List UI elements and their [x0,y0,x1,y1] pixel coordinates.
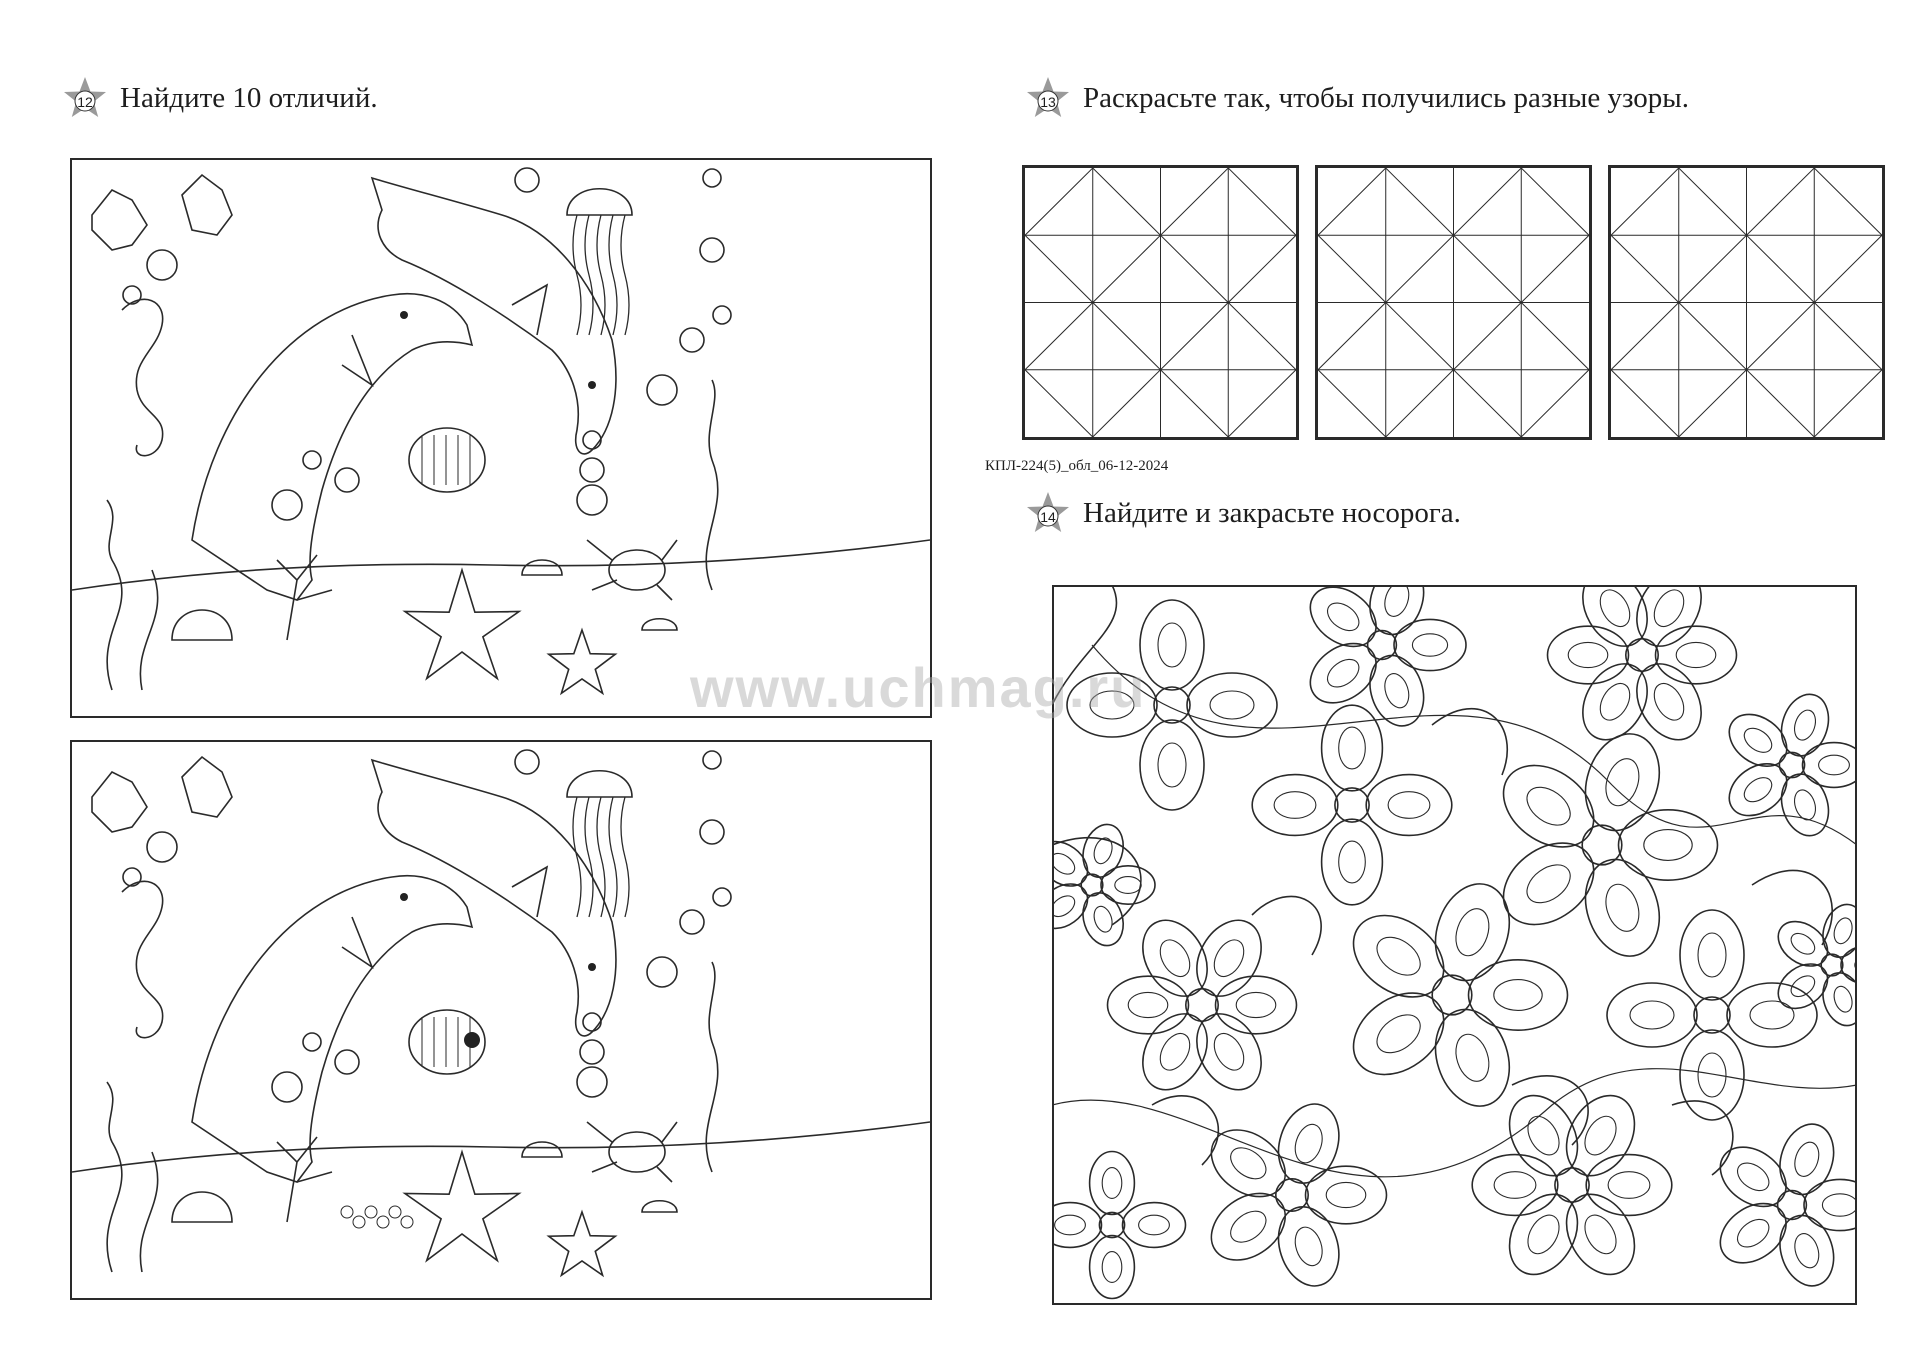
petal-detail [1339,841,1366,883]
petal [1322,705,1383,791]
petal-detail [1322,597,1364,636]
dolphin-fin [342,917,372,967]
petal-detail [1740,723,1776,757]
crab-body [609,1132,665,1172]
bubble [515,168,539,192]
petal [1123,1203,1186,1248]
leaf [1252,896,1321,955]
flower-center [1555,1168,1589,1202]
flower-center [1368,631,1397,660]
flower-center [1276,1179,1308,1211]
petal-detail [1154,1028,1196,1075]
flower-center [1432,975,1472,1015]
star-number-badge [62,75,108,121]
floral-doodle-picture [1052,585,1857,1305]
petal-detail [1594,678,1636,725]
petal-detail [1091,904,1115,934]
bubble [335,1050,359,1074]
flower-center [1186,989,1218,1021]
petal-detail [1158,623,1186,667]
petal-detail [1370,1007,1427,1060]
petal [1607,983,1697,1047]
dolphin-shape [192,294,472,600]
petal-detail [1494,1172,1536,1199]
petal-detail [1676,642,1716,667]
petal-detail [1819,755,1850,775]
petal [1252,775,1338,836]
task-number: 14 [1040,509,1056,525]
petal-detail [1208,1028,1250,1075]
petal-detail [1158,743,1186,787]
jellyfish-tentacle [609,797,617,917]
angelfish [92,772,147,832]
seabed-line [72,540,930,590]
bubble [577,485,607,515]
dolphin-fin [512,285,547,335]
star-number-badge [1025,490,1071,536]
flower-center [1099,1212,1124,1237]
petal [1472,1155,1558,1216]
coral-polyp [401,1216,413,1228]
starfish [549,630,616,693]
petal-detail [1115,877,1141,894]
bubble [303,451,321,469]
petal [1771,1209,1842,1293]
petal-detail [1740,773,1776,807]
petal [1108,976,1189,1034]
angelfish [182,175,232,235]
star-number-badge [1025,75,1071,121]
dolphin-eye [400,311,408,319]
bubble [147,832,177,862]
stone [642,1201,677,1212]
petal-detail [1791,1139,1823,1179]
petal [1803,743,1858,788]
petal-detail [1608,1172,1650,1199]
petal [1394,619,1466,670]
bubble [580,1040,604,1064]
petal-detail [1370,930,1427,983]
seahorse [122,299,163,455]
task-number: 12 [77,94,93,110]
jellyfish-bell [567,189,632,215]
bubble [123,286,141,304]
petal-detail [1102,1252,1122,1283]
petal [1680,910,1744,1000]
seahorse [122,881,163,1037]
petal-detail [1322,654,1364,693]
bubble [583,431,601,449]
petal [1727,983,1817,1047]
bubble [123,868,141,886]
petal [1774,688,1836,762]
petal-detail [1091,836,1115,866]
petal-detail [1388,792,1430,819]
product-code: КПЛ-224(5)_обл_06-12-2024 [985,458,1169,474]
petal [1052,1203,1102,1248]
bubble [272,490,302,520]
shell [172,1192,232,1222]
petal-detail [1052,892,1079,921]
petal-detail [1732,1157,1774,1196]
triangle-grid-pattern [1611,168,1882,437]
bubble [272,1072,302,1102]
petal-detail [1339,727,1366,769]
jellyfish-tentacle [621,797,629,917]
dolphin-shape [192,876,472,1182]
task-title: Найдите 10 отличий. [120,81,378,114]
flower-center [1779,752,1804,777]
bubble [515,750,539,774]
petal-detail [1732,1214,1774,1253]
bubble [700,820,724,844]
floral-puzzle-panel [1052,585,1857,1305]
seaweed [107,1082,122,1272]
petal-detail [1052,849,1079,878]
stone [522,560,562,575]
jellyfish-tentacle [585,797,593,917]
dolphin-shape [372,760,616,1036]
petal-detail [1579,1210,1623,1259]
petal-detail [1412,634,1447,656]
petal-detail [1579,1111,1623,1160]
dolphin-shape [372,178,616,454]
petal-detail [1236,992,1276,1017]
petal [1216,976,1297,1034]
petal-detail [1648,585,1690,632]
petal-detail [1698,1053,1726,1097]
dolphin-fin [342,335,372,385]
petal-detail [1326,1182,1366,1207]
crab-legs [587,1122,677,1182]
bubble [703,751,721,769]
petal-detail [1210,691,1254,719]
bubble [577,1067,607,1097]
petal [1570,585,1660,658]
leaf [1512,1076,1588,1145]
striped-fish [409,428,485,492]
flower-center [1154,687,1190,723]
task-number: 13 [1040,94,1056,110]
petal-detail [1291,1121,1327,1166]
petal-detail [1381,671,1413,711]
sea-scene-top-panel [70,158,932,718]
petal-detail [1494,980,1542,1011]
sea-scene-bottom-panel [70,740,932,1300]
petal-detail [1225,1141,1272,1185]
petal [1076,819,1129,882]
leaf [1152,1096,1218,1165]
petal [1424,1000,1522,1116]
petal-detail [1450,904,1494,960]
seaweed [706,380,718,590]
petal-detail [1381,585,1413,619]
triangle-grid-pattern [1025,168,1296,437]
flower-center [1335,788,1369,822]
petal-detail [1698,933,1726,977]
petal [1771,1117,1842,1201]
seaweed [140,570,157,690]
petal-detail [1520,780,1577,833]
task-title: Раскрасьте так, чтобы получились разные узоры. [1083,81,1689,114]
petal [1101,866,1155,904]
petal [1548,626,1629,684]
petal-detail [1787,929,1818,958]
petal [1774,768,1836,842]
flower-center [1821,954,1843,976]
flower-center [1694,997,1730,1033]
petal [1090,1152,1135,1215]
task-12-header [62,75,378,121]
petal [1424,874,1522,990]
coral-polyp [377,1216,389,1228]
petal [1366,775,1452,836]
petal [1624,585,1714,658]
dolphin-eye [588,963,596,971]
crab-legs [587,540,677,600]
shell [172,610,232,640]
petal [1140,600,1204,690]
petal [1090,1236,1135,1299]
bubble [647,375,677,405]
angelfish [182,757,232,817]
petal-detail [1102,1168,1122,1199]
bubble [700,238,724,262]
petal-detail [1600,754,1644,810]
petal-detail [1568,642,1608,667]
petal [1804,1179,1857,1230]
petal-detail [1055,1215,1086,1235]
petal-detail [1520,857,1577,910]
crab-body [609,550,665,590]
jellyfish-tentacle [597,797,605,917]
task-14-header [1025,490,1461,536]
petal-detail [1644,830,1692,861]
sea-scene-picture [72,742,930,1298]
flower-center [1626,639,1658,671]
petal-detail [1139,1215,1170,1235]
petal-detail [1225,1205,1272,1249]
leaf [1052,838,1141,925]
jellyfish-tentacle [585,215,593,335]
jellyfish-bell [567,771,632,797]
petal [1140,720,1204,810]
fish-eye [464,1032,480,1048]
jellyfish-tentacle [609,215,617,335]
petal-detail [1822,1194,1857,1216]
petal [1299,585,1387,659]
petal [1076,888,1129,951]
triangle-grid-pattern [1318,168,1589,437]
petal [1586,1155,1672,1216]
petal [1816,968,1857,1031]
bubble [583,1013,601,1031]
bubble [713,888,731,906]
bubble [680,910,704,934]
watermark: www.uchmag.ru [690,656,1147,719]
flower-center [1778,1191,1807,1220]
starfish [405,570,519,679]
petal-detail [1630,1001,1674,1029]
stone [642,619,677,630]
petal-detail [1831,984,1855,1014]
starfish [549,1212,616,1275]
bubble [580,458,604,482]
pattern-grid-1 [1022,165,1299,440]
petal [1574,850,1672,966]
petal-detail [1128,992,1168,1017]
jellyfish-tentacle [597,215,605,335]
petal-detail [1594,585,1636,632]
petal [1574,724,1672,840]
bubble [303,1033,321,1051]
angelfish [92,190,147,250]
pattern-grid-2 [1315,165,1592,440]
petal-detail [1750,1001,1794,1029]
petal-detail [1522,1210,1566,1259]
petal-detail [1450,1030,1494,1086]
pattern-grid-3 [1608,165,1885,440]
petal-detail [1600,880,1644,936]
task-13-header [1025,75,1689,121]
petal [1361,585,1432,641]
dolphin-fin [512,867,547,917]
seaweed [706,962,718,1172]
sea-scene-picture [72,160,930,716]
petal-detail [1791,707,1819,742]
petal [1306,1166,1387,1224]
petal-detail [1648,678,1690,725]
petal [1619,810,1718,880]
petal-detail [1791,1231,1823,1271]
task-title: Найдите и закрасьте носорога. [1083,496,1461,529]
petal-detail [1787,972,1818,1001]
bubble [335,468,359,492]
seabed-line [72,1122,930,1172]
bubble [703,169,721,187]
dolphin-eye [400,893,408,901]
petal-detail [1154,935,1196,982]
petal-detail [1291,1224,1327,1269]
bubble [647,957,677,987]
coral-polyp [341,1206,353,1218]
bubble [147,250,177,280]
seaweed [107,500,122,690]
petal [1322,819,1383,905]
coral-polyp [389,1206,401,1218]
dolphin-eye [588,381,596,389]
petal-detail [1274,792,1316,819]
petal [1680,1030,1744,1120]
starfish [405,1152,519,1261]
petal [1656,626,1737,684]
bubble [713,306,731,324]
petal [1469,960,1568,1030]
petal [1816,899,1857,962]
flower-center [1582,825,1622,865]
leaf [1672,1101,1733,1175]
petal-detail [1208,935,1250,982]
petal-detail [1522,1111,1566,1160]
coral-polyp [353,1216,365,1228]
flower-center [1081,874,1103,896]
petal-detail [1831,916,1855,946]
petal [1269,1199,1349,1294]
jellyfish-tentacle [621,215,629,335]
stone [522,1142,562,1157]
leaf [1432,709,1507,775]
petal [1269,1096,1349,1191]
seaweed [140,1152,157,1272]
bubble [680,328,704,352]
vine [1052,1069,1857,1177]
coral-polyp [365,1206,377,1218]
